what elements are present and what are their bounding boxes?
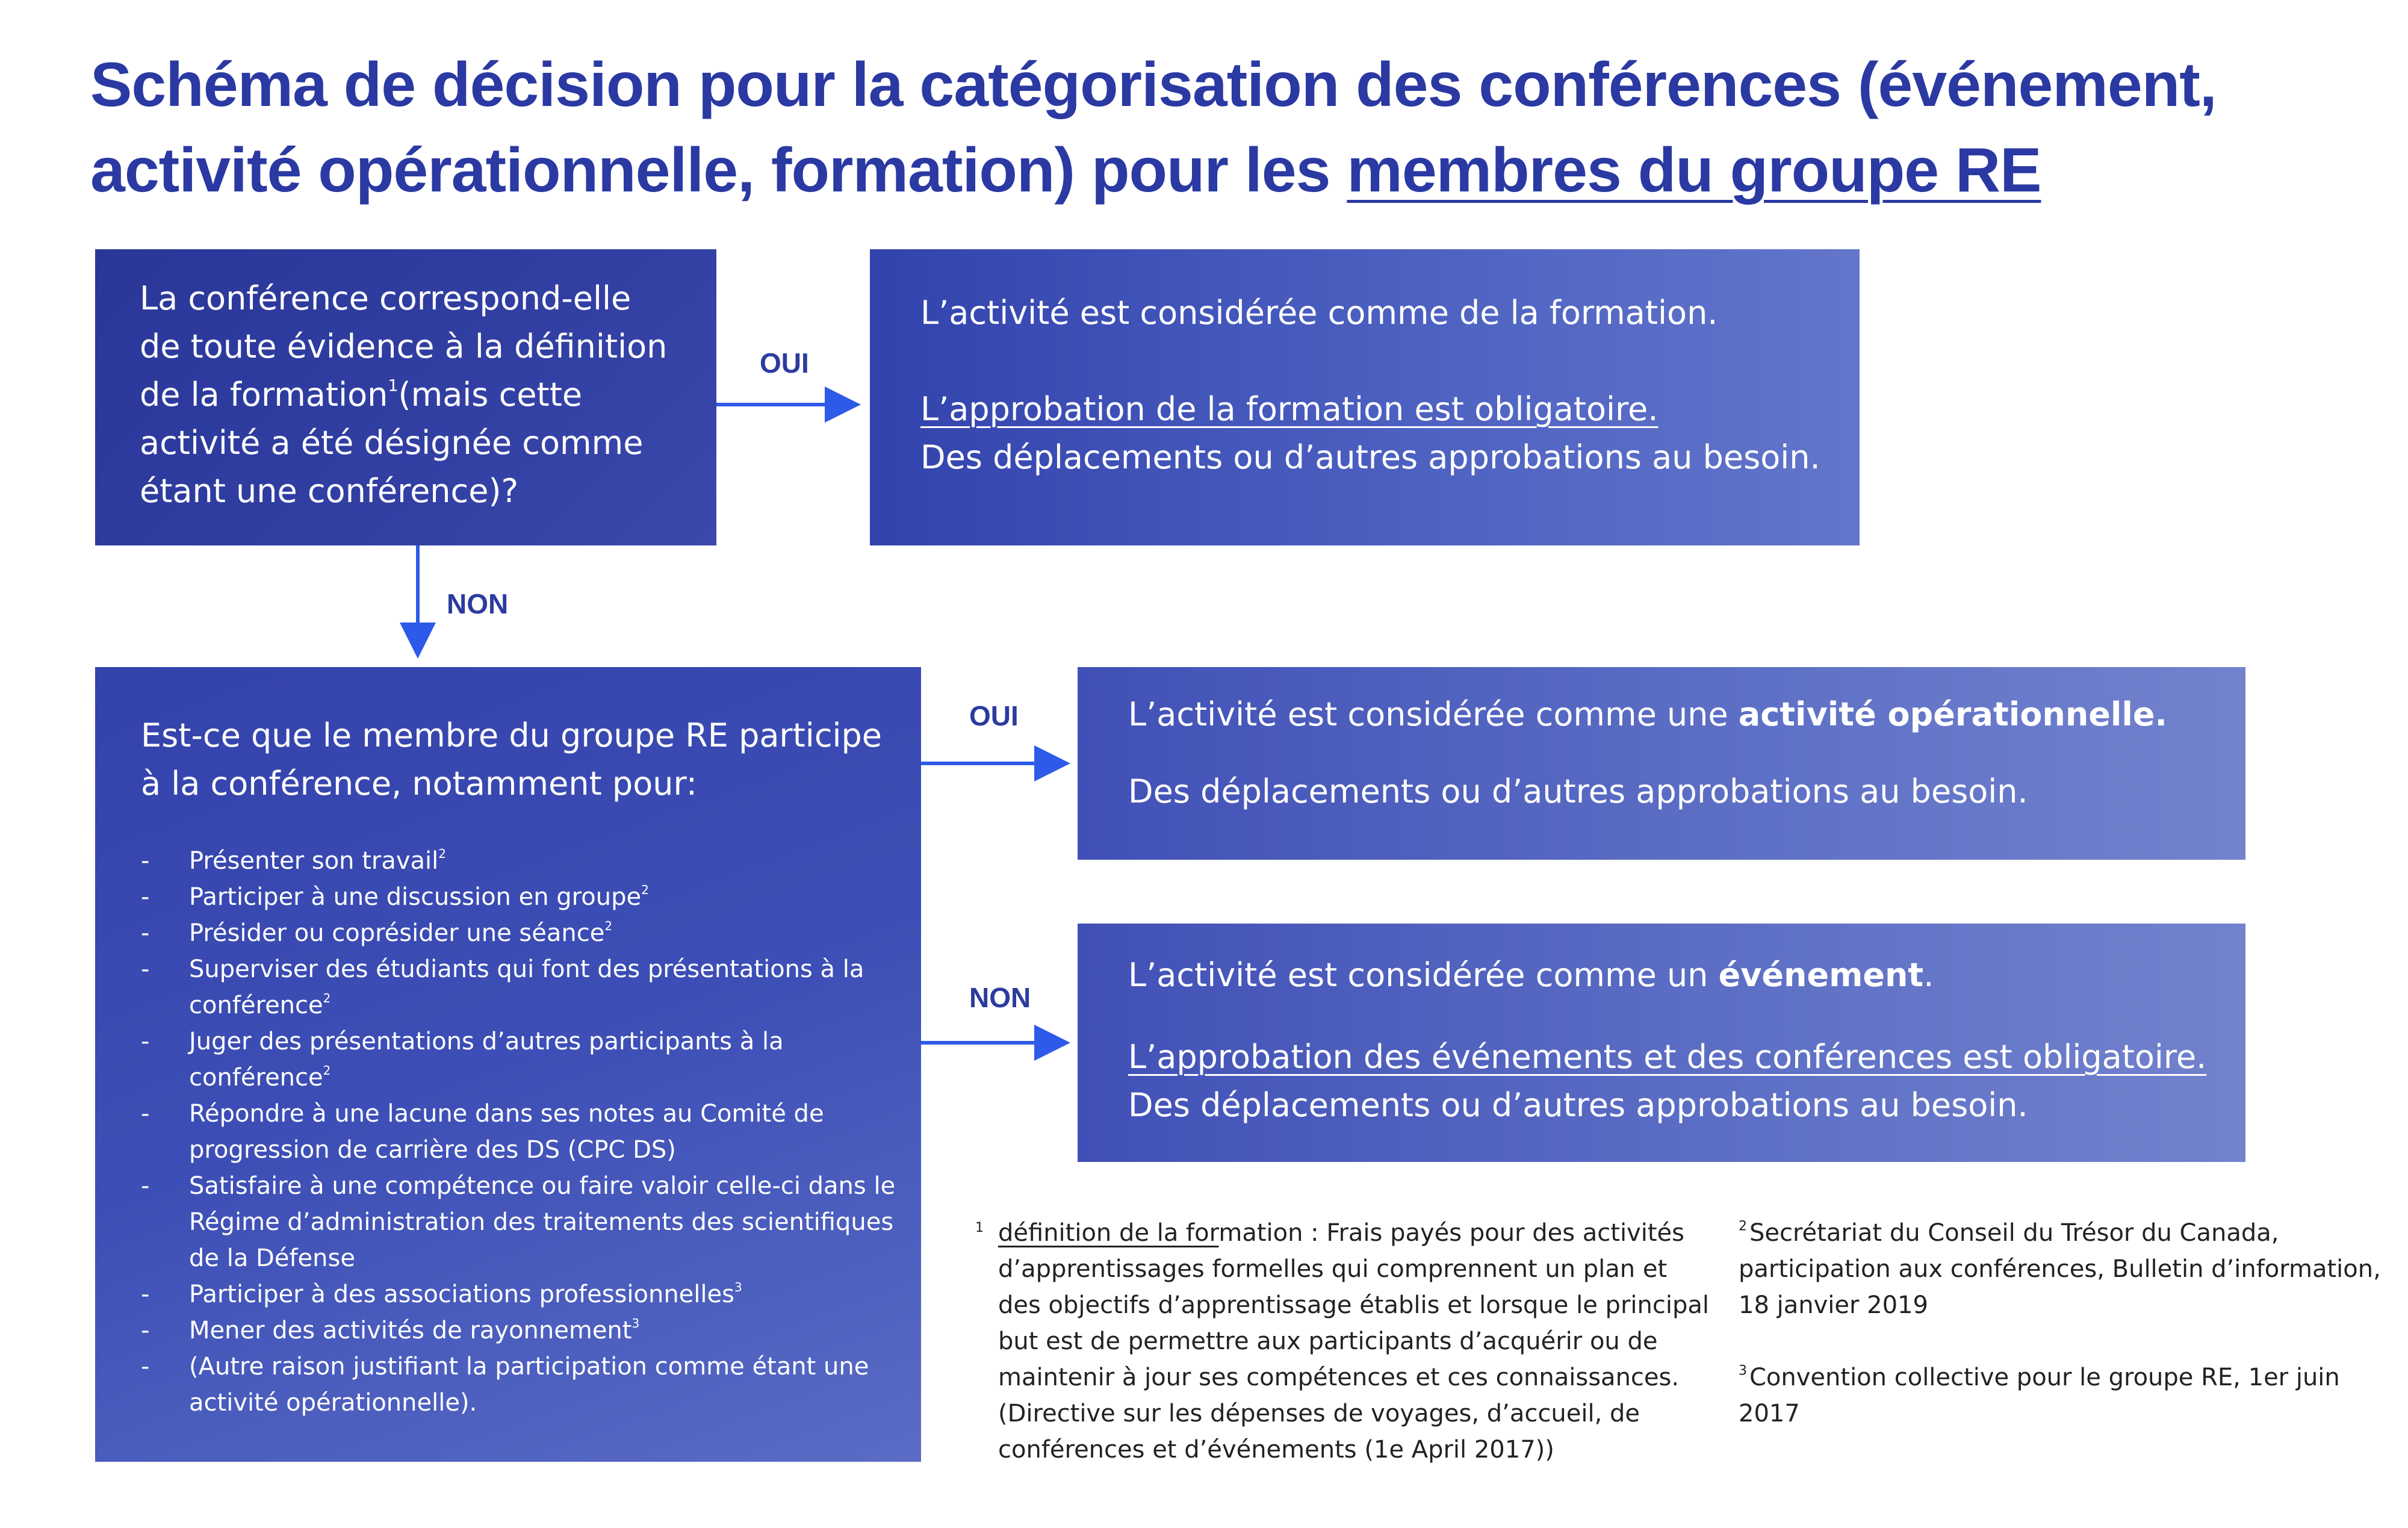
footnote-1-term: définition de la for bbox=[998, 1219, 1219, 1247]
result-event-suffix: . bbox=[1923, 956, 1934, 994]
training-approval-required: L’approbation de la formation est obligatoire. bbox=[920, 390, 1659, 428]
footnote-3 bbox=[1739, 1359, 2401, 1432]
title-line-1: Schéma de décision pour la catégorisation des conférences (événement, bbox=[90, 50, 2217, 120]
footnote-ref: 3 bbox=[631, 1316, 640, 1331]
footnote-2-number: 2 bbox=[1739, 1219, 1747, 1234]
footnote-3-text: Convention collective pour le groupe RE, 1er juin 2017 bbox=[1739, 1364, 2340, 1427]
footnote-ref: 2 bbox=[641, 883, 649, 897]
participation-reason-text: Répondre à une lacune dans ses notes au Comité de progression de carrière des DS (CPC DS) bbox=[189, 1100, 824, 1164]
participation-reason-text: Superviser des étudiants qui font des présentations à la conférence bbox=[189, 955, 864, 1019]
participation-reason-text: Satisfaire à une compétence ou faire valoir celle-ci dans le Régime d’administration des traitements des scientifiques de la Défense bbox=[189, 1172, 896, 1272]
question-training-text: La conférence correspond-elle de toute évidence à la définition de la formation bbox=[140, 279, 668, 414]
result-operational-prefix: L’activité est considérée comme une bbox=[1128, 695, 1739, 733]
footnote-2 bbox=[1739, 1215, 2401, 1323]
footnote-ref: 3 bbox=[734, 1280, 742, 1294]
label-non-down: NON bbox=[447, 588, 509, 620]
question-training-text-cont: (mais cette activité a été désignée comme étant une conférence)? bbox=[140, 376, 644, 510]
participation-reason-text: Mener des activités de rayonnement bbox=[189, 1317, 632, 1344]
event-approval-required: L’approbation des événements et des conférences est obligatoire. bbox=[1128, 1038, 2207, 1076]
result-operational-line-2: Des déplacements ou d’autres approbations au besoin. bbox=[1128, 772, 2028, 810]
footnote-1-term-rest: mation bbox=[1218, 1219, 1303, 1247]
result-operational-bold: activité opérationnelle. bbox=[1738, 695, 2168, 733]
footnote-ref: 2 bbox=[604, 919, 613, 933]
result-event-line-3: Des déplacements ou d’autres approbations au besoin. bbox=[1128, 1086, 2028, 1124]
result-event-bold: événement bbox=[1718, 956, 1924, 994]
participation-reason-text: Participer à une discussion en groupe bbox=[189, 883, 642, 911]
participation-reason-text: Juger des présentations d’autres participants à la conférence bbox=[189, 1028, 784, 1092]
participation-reason-text: Présider ou coprésider une séance bbox=[189, 919, 605, 947]
title-line-2-prefix: activité opérationnelle, formation) pour les bbox=[90, 135, 1347, 205]
participation-reason-text: Participer à des associations professionnelles bbox=[189, 1281, 734, 1308]
footnote-1-text: : Frais payés pour des activités d’apprentissages formelles qui comprennent un plan et des objectifs d’apprentissage établis et lorsque le principal but est de permettre aux participants d’acquérir ou de maintenir à jour ses compétences et ces connaissances. (Directive sur les dépenses de voyages, d’accueil, de conférences et d’événements (1e April 2017)) bbox=[998, 1219, 1709, 1464]
title-underlined-group: membres du groupe RE bbox=[1347, 135, 2041, 205]
label-non-mid: NON bbox=[969, 982, 1031, 1013]
footnote-ref: 2 bbox=[323, 1063, 331, 1078]
footnote-2-text: Secrétariat du Conseil du Trésor du Canada, participation aux conférences, Bulletin d’information, 18 janvier 2019 bbox=[1739, 1219, 2381, 1319]
participation-reason-text: (Autre raison justifiant la participation comme étant une activité opérationnelle). bbox=[189, 1353, 869, 1417]
footnotes-2-3 bbox=[1739, 1215, 2401, 1432]
footnote-ref: 2 bbox=[438, 846, 447, 861]
label-oui-top: OUI bbox=[760, 347, 809, 379]
footnote-ref-1: 1 bbox=[388, 376, 399, 396]
footnote-3-number: 3 bbox=[1739, 1363, 1747, 1379]
participation-reason-text: Présenter son travail bbox=[189, 847, 439, 875]
footnote-1: 1 définition de la formation : Frais payés pour des activités d’apprentissages formelles qui comprennent un plan et des objectifs d’apprentissage établis et lorsque le principal but est de permettre aux participants d’acquérir ou de maintenir à jour ses compétences et ces connaissances. (Directive sur les dépenses de voyages, d’accueil, de conférences et d’événements (1e April 2017)) bbox=[975, 1219, 1709, 1464]
question-participation-lead: Est-ce que le membre du groupe RE participe à la conférence, notamment pour: bbox=[141, 716, 883, 803]
result-training-line-3: Des déplacements ou d’autres approbations au besoin. bbox=[920, 438, 1820, 476]
result-training-line-1: L’activité est considérée comme de la formation. bbox=[920, 294, 1718, 332]
footnote-ref: 2 bbox=[323, 991, 331, 1005]
label-oui-mid: OUI bbox=[969, 700, 1019, 731]
result-event-prefix: L’activité est considérée comme un bbox=[1128, 956, 1719, 994]
